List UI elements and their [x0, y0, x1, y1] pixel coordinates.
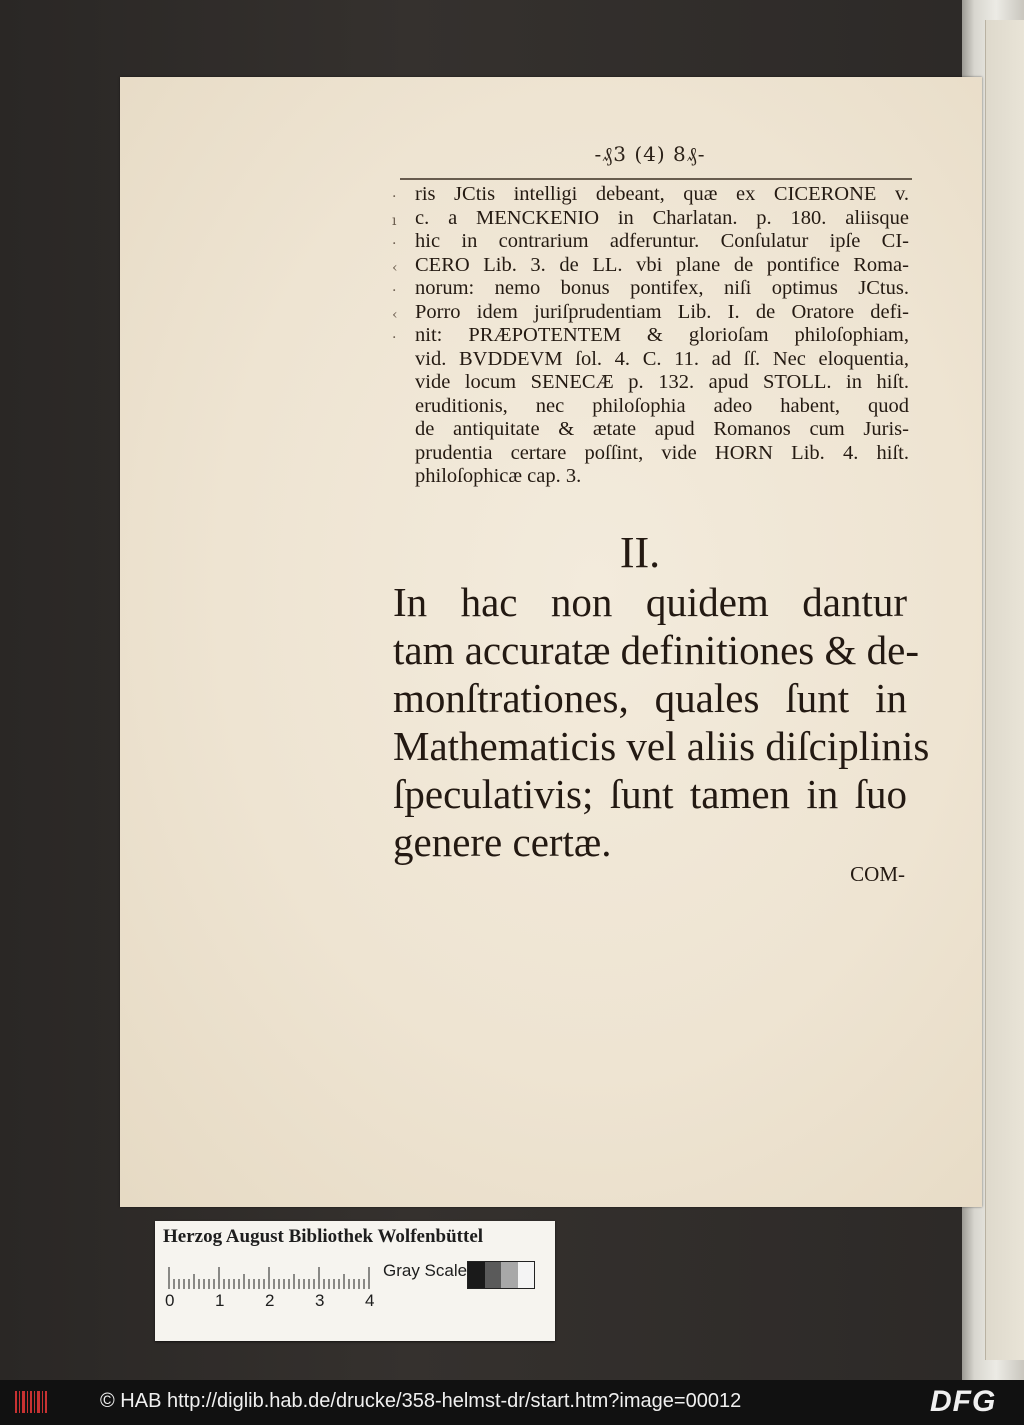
gray-swatch	[518, 1262, 535, 1288]
main-paragraph	[393, 578, 930, 866]
ruler-number: 1	[215, 1291, 225, 1310]
annotation-line: hic in contrarium adferuntur. Conſulatur ipſe CI-	[415, 230, 909, 252]
adjacent-page-edge	[985, 20, 1024, 1360]
main-line: tam accuratæ definitiones & de-	[393, 627, 919, 673]
annotation-line: norum: nemo bonus pontifex, niſi optimus JCtus.	[415, 277, 909, 299]
annotation-line: c. a MENCKENIO in Charlatan. p. 180. aliisque	[415, 206, 909, 229]
header-rule	[400, 178, 912, 180]
gray-scale-swatches	[467, 1261, 535, 1289]
annotation-text	[415, 183, 909, 489]
library-name: Herzog August Bibliothek Wolfenbüttel	[163, 1226, 484, 1247]
ruler	[167, 1263, 375, 1289]
annotation-line: nit: PRÆPOTENTEM & glorioſam philoſophiam,	[415, 324, 909, 346]
color-calibration-card	[155, 1221, 555, 1341]
main-line: In hac non quidem dantur	[393, 579, 907, 625]
annotation-line: vide locum SENECÆ p. 132. apud STOLL. in hiſt.	[415, 371, 909, 393]
barcode-icon	[14, 1389, 48, 1415]
ruler-number: 0	[165, 1291, 175, 1310]
margin-marks: · ı · ‹ · ‹ ·	[392, 189, 398, 346]
page-number-header: -₰3 (4) 8₰-	[594, 142, 706, 166]
gray-swatch	[485, 1262, 502, 1288]
main-line: Mathematicis vel aliis diſciplinis	[393, 723, 930, 769]
annotation-line: ris JCtis intelligi debeant, quæ ex CICERONE v.	[415, 183, 909, 205]
annotation-line: de antiquitate & ætate apud Romanos cum Juris-	[415, 418, 909, 440]
copyright-url[interactable]: © HAB http://diglib.hab.de/drucke/358-helmst-dr/start.htm?image=00012	[100, 1390, 742, 1412]
main-line: monſtrationes, quales ſunt in	[393, 675, 907, 721]
gray-scale-label: Gray Scale	[383, 1261, 468, 1280]
dfg-logo: DFG	[930, 1385, 997, 1418]
gray-swatch	[501, 1262, 518, 1288]
section-number: II.	[619, 528, 661, 577]
main-line: genere certæ.	[393, 819, 612, 865]
ruler-number: 4	[365, 1291, 375, 1310]
annotation-line: CERO Lib. 3. de LL. vbi plane de pontifice Roma-	[415, 253, 909, 276]
main-line: ſpeculativis; ſunt tamen in ſuo	[393, 771, 907, 817]
annotation-line: eruditionis, nec philoſophia adeo habent, quod	[415, 394, 909, 417]
catchword: COM-	[850, 862, 905, 886]
ruler-number: 3	[315, 1291, 325, 1310]
annotation-line: philoſophicæ cap. 3.	[415, 465, 582, 487]
ruler-numbers	[165, 1291, 375, 1315]
annotation-line: prudentia certare poſſint, vide HORN Lib. 4. hiſt.	[415, 441, 909, 464]
annotation-line: vid. BVDDEVM ſol. 4. C. 11. ad ſſ. Nec eloquentia,	[415, 347, 909, 370]
annotation-line: Porro idem juriſprudentiam Lib. I. de Oratore defi-	[415, 300, 909, 323]
ruler-number: 2	[265, 1291, 275, 1310]
footer-bar	[0, 1380, 1024, 1425]
gray-swatch	[468, 1262, 485, 1288]
